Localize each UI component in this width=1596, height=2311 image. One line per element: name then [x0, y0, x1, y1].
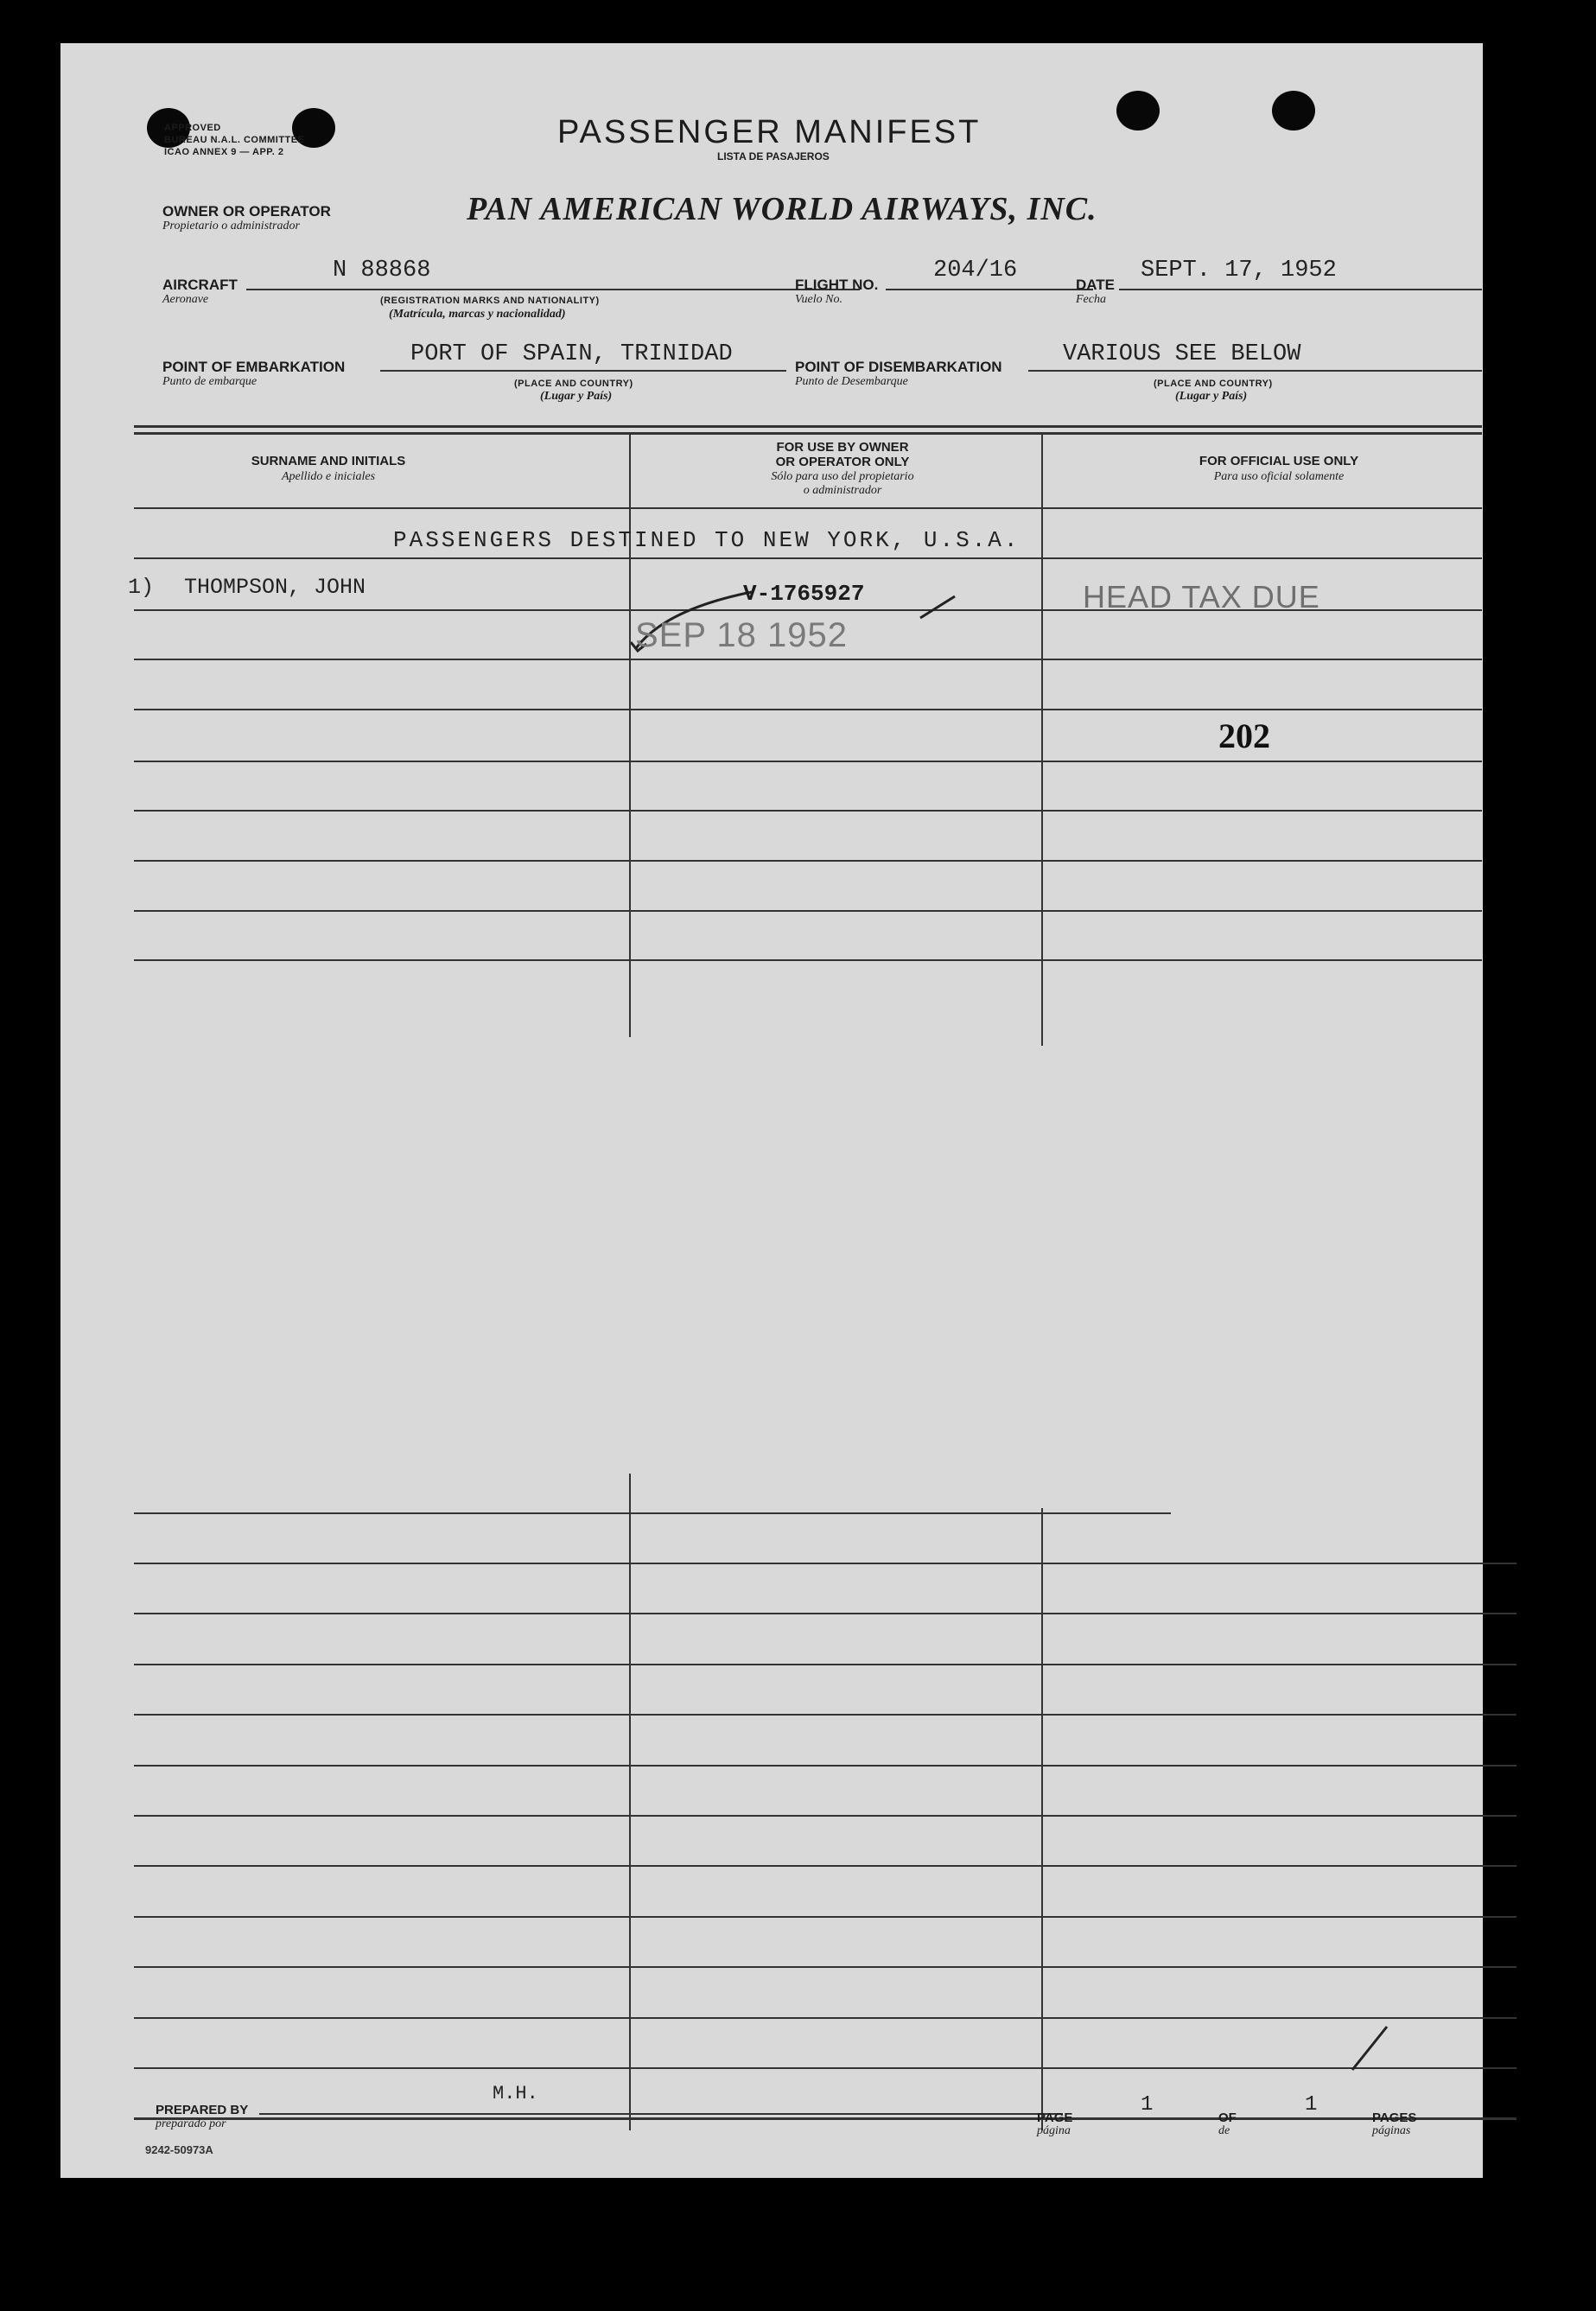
row-line [134, 1664, 1517, 1665]
row-line [134, 1765, 1517, 1767]
col-official-title: FOR OFFICIAL USE ONLY [1199, 454, 1359, 468]
disembark-value: VARIOUS SEE BELOW [1063, 341, 1301, 367]
row-line [134, 1865, 1517, 1867]
page-value: 1 [1141, 2093, 1154, 2117]
row-line [134, 959, 1482, 961]
manifest-document [60, 43, 1483, 2178]
form-title-es: LISTA DE PASAJEROS [717, 150, 830, 162]
col-owner-sub-2: o administrador [803, 484, 882, 497]
owner-label: OWNER OR OPERATOR [162, 203, 331, 220]
row-line [134, 1563, 1517, 1564]
place-note-2-es: (Lugar y País) [1175, 390, 1248, 403]
aircraft-underline [246, 289, 860, 290]
form-code: 9242-50973A [145, 2143, 213, 2156]
pages-label-es: páginas [1372, 2124, 1411, 2137]
registration-note: (REGISTRATION MARKS AND NATIONALITY) [380, 296, 600, 306]
row-line [134, 1714, 1517, 1716]
form-title: PASSENGER MANIFEST [557, 114, 982, 150]
col-divider-1-lower [629, 1474, 631, 2130]
flight-value: 204/16 [933, 258, 1018, 283]
passenger-name: THOMPSON, JOHN [184, 575, 366, 600]
pages-label: PAGES [1372, 2110, 1417, 2125]
col-divider-2 [1041, 432, 1043, 1046]
col-divider-1 [629, 432, 631, 1037]
prepared-label-es: preparado por [156, 2117, 226, 2130]
row-line [134, 2067, 1517, 2069]
flight-label: FLIGHT NO. [795, 277, 879, 293]
row-line [134, 1966, 1517, 1968]
place-note-2: (PLACE AND COUNTRY) [1154, 379, 1273, 389]
row-line [134, 709, 1482, 710]
of-label: OF [1218, 2110, 1237, 2125]
visa-number: V-1765927 [743, 581, 865, 607]
date-label: DATE [1076, 277, 1116, 293]
prepared-underline [259, 2113, 1063, 2115]
date-label-es: Fecha [1076, 293, 1106, 306]
row-line [134, 1512, 1171, 1514]
col-surname-title: SURNAME AND INITIALS [251, 454, 406, 468]
row-line [134, 1613, 1517, 1614]
disembark-label: POINT OF DISEMBARKATION [795, 359, 1002, 375]
col-owner-title-2: OR OPERATOR ONLY [775, 455, 910, 469]
slash-mark [1348, 2022, 1391, 2074]
embark-underline [380, 370, 786, 372]
owner-label-es: Propietario o administrador [162, 220, 300, 232]
head-tax-stamp: HEAD TAX DUE [1083, 579, 1320, 614]
row-line [134, 507, 1482, 509]
total-pages: 1 [1305, 2093, 1318, 2117]
date-value: SEPT. 17, 1952 [1141, 258, 1337, 283]
registration-note-es: (Matrícula, marcas y nacionalidad) [389, 308, 566, 321]
row-line [134, 557, 1482, 559]
aircraft-value: N 88868 [333, 258, 431, 283]
table-bottom-rule [134, 2117, 1517, 2120]
page-label-es: página [1037, 2124, 1071, 2137]
row-line [134, 860, 1482, 862]
disembark-underline [1028, 370, 1482, 372]
flight-label-es: Vuelo No. [795, 293, 843, 306]
col-owner-title-1: FOR USE BY OWNER [776, 440, 909, 455]
approval-line-3: ICAO ANNEX 9 — APP. 2 [164, 147, 284, 157]
place-note: (PLACE AND COUNTRY) [514, 379, 633, 389]
punch-hole-3 [1116, 91, 1160, 131]
row-line [134, 1815, 1517, 1817]
col-official-sub: Para uso oficial solamente [1213, 470, 1345, 483]
row-line [134, 910, 1482, 912]
col-divider-2-lower [1041, 1508, 1043, 2130]
date-stamp: SEP 18 1952 [635, 616, 849, 654]
row-line [134, 810, 1482, 812]
disembark-label-es: Punto de Desembarque [795, 375, 908, 388]
of-label-es: de [1218, 2124, 1230, 2137]
row-line [134, 761, 1482, 762]
date-underline [1119, 289, 1482, 290]
prepared-value: M.H. [493, 2083, 538, 2104]
embark-label-es: Punto de embarque [162, 375, 258, 388]
embark-value: PORT OF SPAIN, TRINIDAD [410, 341, 733, 367]
row-line [134, 1916, 1517, 1918]
approval-line-1: APPROVED [164, 123, 221, 133]
aircraft-label-es: Aeronave [162, 293, 209, 306]
table-top-rule-2 [134, 432, 1482, 435]
page-label: PAGE [1037, 2110, 1073, 2125]
embark-label: POINT OF EMBARKATION [162, 359, 346, 375]
stamp-number: 202 [1218, 716, 1270, 755]
col-owner-sub-1: Sólo para uso del propietario [771, 470, 914, 483]
passenger-number: 1) [128, 575, 155, 600]
col-surname-sub: Apellido e iniciales [281, 470, 376, 483]
section-heading: PASSENGERS DESTINED TO NEW YORK, U.S.A. [393, 527, 1021, 553]
approval-line-2: BUREAU N.A.L. COMMITTEE [164, 135, 305, 145]
flight-underline [886, 289, 1093, 290]
punch-hole-4 [1272, 91, 1315, 131]
row-line [134, 659, 1482, 660]
place-note-es: (Lugar y País) [540, 390, 613, 403]
row-line [134, 2017, 1517, 2019]
prepared-label: PREPARED BY [156, 2103, 249, 2117]
aircraft-label: AIRCRAFT [162, 277, 238, 293]
table-top-rule-1 [134, 425, 1482, 428]
owner-name: PAN AMERICAN WORLD AIRWAYS, INC. [467, 191, 1097, 227]
